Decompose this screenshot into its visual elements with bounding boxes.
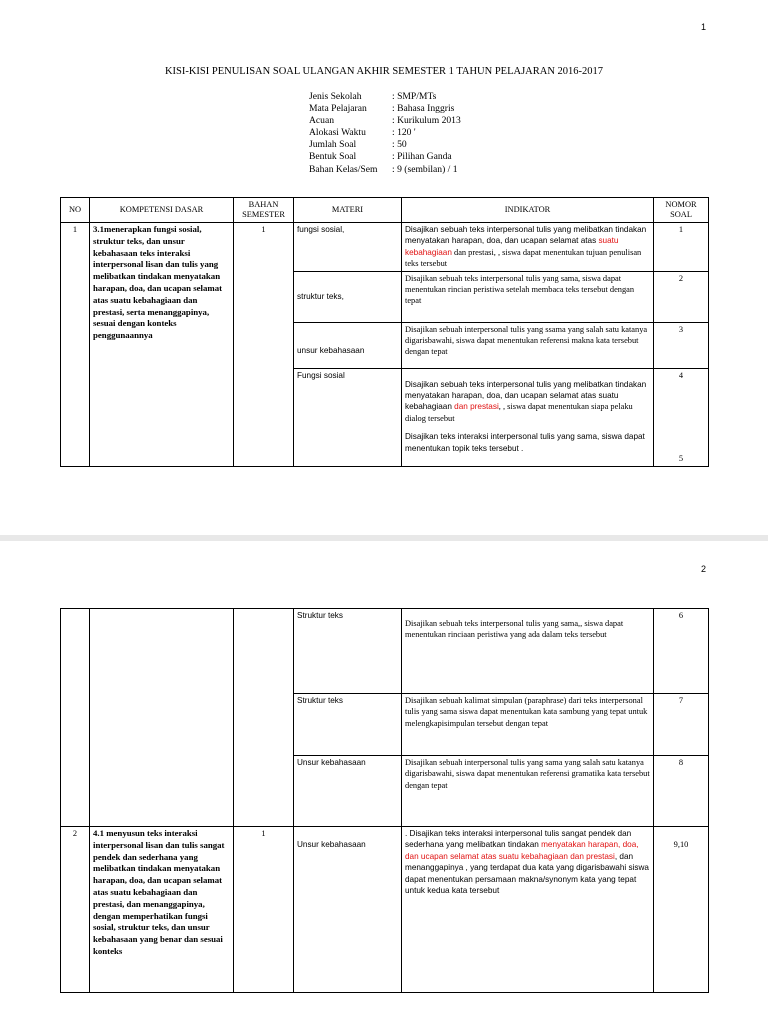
cell-no: 1 (61, 223, 90, 467)
cell-materi: Struktur teks (294, 694, 402, 756)
info-label: Mata Pelajaran (309, 103, 367, 115)
info-row (309, 103, 461, 115)
header-kompetensi-dasar: KOMPETENSI DASAR (90, 198, 234, 223)
cell-materi: Struktur teks (294, 609, 402, 694)
highlighted-text: suatu kebahagiaan (405, 236, 619, 257)
page-2 (0, 541, 768, 1024)
cell-nomor-soal: 4 5 (654, 368, 709, 466)
table-row (61, 609, 709, 694)
info-value: : Kurikulum 2013 (392, 115, 461, 127)
info-label: Jumlah Soal (309, 139, 357, 151)
info-value: : 120 ' (392, 127, 416, 139)
page-number: 2 (700, 564, 706, 574)
cell-indikator: Disajikan sebuah interpersonal tulis yang ssama yang salah satu katanya digarisbawahi, siswa dapat menentukan referensi makna kata tersebut dengan tepat (402, 322, 654, 368)
document-info (309, 91, 461, 176)
cell-nomor-soal: 9,10 (654, 827, 709, 993)
info-label: Alokasi Waktu (309, 127, 366, 139)
info-label: Bahan Kelas/Sem (309, 163, 378, 175)
header-indikator: INDIKATOR (402, 198, 654, 223)
header-bahan-semester: BAHAN SEMESTER (234, 198, 294, 223)
info-label: Jenis Sekolah (309, 91, 362, 102)
info-label: Bentuk Soal (309, 151, 357, 163)
table-row (61, 827, 709, 993)
cell-no (61, 609, 90, 827)
cell-nomor-soal: 6 (654, 609, 709, 694)
info-value: : Bahasa Inggris (392, 103, 455, 115)
cell-nomor-soal: 3 (654, 322, 709, 368)
cell-nomor-soal: 1 (654, 223, 709, 272)
cell-indikator: Disajikan sebuah teks interpersonal tulis yang melibatkan tindakan menyatakan harapan, doa, dan ucapan selamat atas suatu kebahagiaan dan prestasi, , siswa dapat menentukan tujuan penulisan teks tersebut (402, 223, 654, 272)
page-number: 1 (700, 22, 706, 32)
info-value: : SMP/MTs (392, 91, 437, 102)
info-value: : 9 (sembilan) / 1 (392, 163, 458, 175)
cell-kompetensi-dasar: 4.1 menyusun teks interaksi interpersonal lisan dan tulis sangat pendek dan sederhana yang melibatkan tindakan menyatakan harapan, doa, dan ucapan selamat atas suatu kebahagiaan dan prestasi, dan menanggapinya, dengan memperhatikan fungsi sosial, struktur teks, dan unsur kebahasaan yang benar dan sesuai konteks (90, 827, 234, 993)
cell-indikator: Disajikan sebuah teks interpersonal tulis yang melibatkan tindakan menyatakan harapan, doa, dan ucapan selamat atas suatu kebahagiaan dan prestasi, , siswa dapat menentukan siapa pelaku dialog tersebut Disajikan teks interaksi interpersonal tulis yang sama, siswa dapat menentukan topik teks tersebut . (402, 368, 654, 466)
info-value: : 50 (392, 139, 407, 151)
document-title: KISI-KISI PENULISAN SOAL ULANGAN AKHIR SEMESTER 1 TAHUN PELAJARAN 2016-2017 (164, 66, 604, 77)
cell-bahan-semester (234, 609, 294, 827)
cell-nomor-soal: 7 (654, 694, 709, 756)
info-label: Acuan (309, 115, 335, 127)
cell-nomor-soal: 2 (654, 271, 709, 322)
info-row (309, 91, 461, 103)
info-row (309, 164, 461, 176)
highlighted-text: menyatakan harapan, doa, dan ucapan selamat atas suatu kebahagiaan dan prestasi (405, 840, 639, 861)
table-row (61, 223, 709, 272)
cell-no: 2 (61, 827, 90, 993)
info-row (309, 151, 461, 163)
cell-materi: Unsur kebahasaan (294, 827, 402, 993)
cell-indikator: . Disajikan teks interaksi interpersonal tulis sangat pendek dan sederhana yang melibatkan tindakan menyatakan harapan, doa, dan ucapan selamat atas suatu kebahagiaan dan prestasi, dan menanggapinya , yang terdapat dua kata yang digarisbawahi siswa dapat menentukan persamaan makna/synonym kata yang tepat untuk kedua kata tersebut (402, 827, 654, 993)
info-row (309, 139, 461, 151)
cell-materi: unsur kebahasaan (294, 322, 402, 368)
info-value: : Pilihan Ganda (392, 151, 452, 163)
cell-indikator: Disajikan sebuah kalimat simpulan (paraphrase) dari teks interpersonal tulis yang sama siswa dapat menentukan kata sambung yang tepat untuk melengkapisimpulan tersebut dengan tepat (402, 694, 654, 756)
cell-indikator: Disajikan sebuah teks interpersonal tulis yang sama, siswa dapat menentukan rincian peristiwa setelah membaca teks tersebut dengan tepat (402, 271, 654, 322)
cell-materi: struktur teks, (294, 271, 402, 322)
info-row (309, 127, 461, 139)
cell-kompetensi-dasar (90, 609, 234, 827)
cell-materi: fungsi sosial, (294, 223, 402, 272)
info-row (309, 115, 461, 127)
header-nomor-soal: NOMOR SOAL (654, 198, 709, 223)
cell-bahan-semester: 1 (234, 827, 294, 993)
highlighted-text: dan prestasi (454, 402, 499, 412)
cell-nomor-soal: 8 (654, 756, 709, 827)
kisi-table-page-1 (60, 197, 709, 467)
table-header-row (61, 198, 709, 223)
kisi-table-page-2 (60, 608, 709, 993)
cell-indikator: Disajikan sebuah teks interpersonal tulis yang sama,, siswa dapat menentukan rinciaan peristiwa yang ada dalam teks tersebut (402, 609, 654, 694)
header-materi: MATERI (294, 198, 402, 223)
cell-indikator: Disajikan sebuah interpersonal tulis yang sama yang salah satu katanya digarisbawahi, siswa dapat menentukan referensi gramatika kata tersebut dengan tepat (402, 756, 654, 827)
cell-materi: Fungsi sosial (294, 368, 402, 466)
header-no: NO (61, 198, 90, 223)
cell-kompetensi-dasar: 3.1menerapkan fungsi sosial, struktur teks, dan unsur kebahasaan teks interaksi interpersonal lisan dan tulis yang melibatkan tindakan menyatakan harapan, doa, dan ucapan selamat atas suatu kebahagiaan dan prestasi, serta menanggapinya, sesuai dengan konteks penggunaannya (90, 223, 234, 467)
cell-bahan-semester: 1 (234, 223, 294, 467)
cell-materi: Unsur kebahasaan (294, 756, 402, 827)
